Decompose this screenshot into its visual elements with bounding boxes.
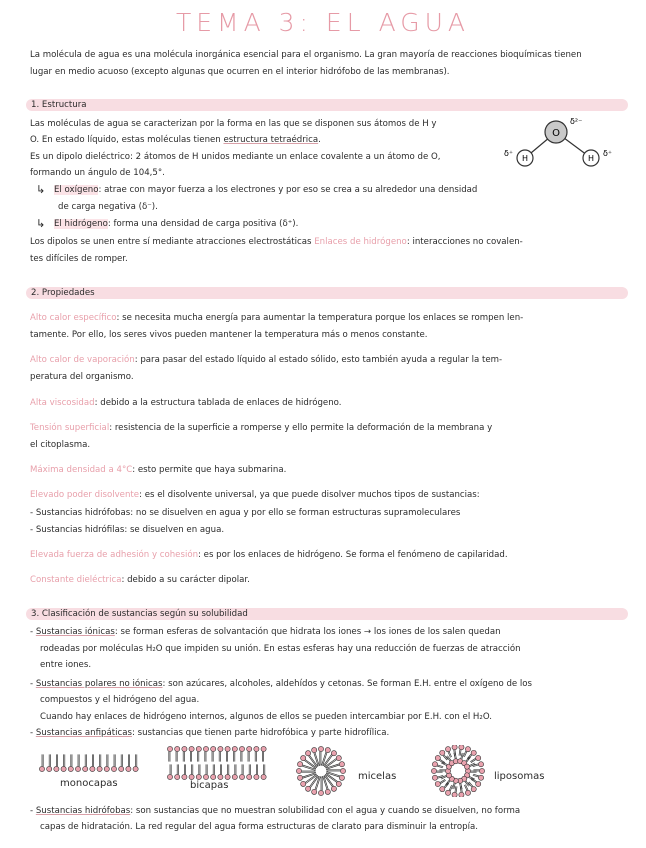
prop-calor-especifico-2: tamente. Por ello, los seres vivos pueden mantener la temperatura más o menos constante.	[30, 330, 428, 340]
micela-drawing	[296, 746, 345, 795]
amphipathic-structures-diagram	[36, 745, 636, 797]
intro-line-2: lugar en medio acuoso (excepto algunas que ocurren en el interior hidrófobo de las membranas).	[30, 67, 450, 77]
delta-positive-label: δ⁺	[504, 149, 514, 158]
prop-densidad: Máxima densidad a 4°C: esto permite que haya submarina.	[30, 465, 287, 475]
delta-negative-label: δ²⁻	[570, 117, 583, 126]
s1-line-8: tes difíciles de romper.	[30, 254, 128, 264]
hydrogen-label: H	[521, 154, 529, 163]
page-title: TEMA 3: EL AGUA	[175, 8, 471, 37]
prop-adhesion: Elevada fuerza de adhesión y cohesión: es por los enlaces de hidrógeno. Se forma el fenómeno de capilaridad.	[30, 550, 508, 560]
prop-calor-vaporacion-2: peratura del organismo.	[30, 372, 134, 382]
s1-line-1: Las moléculas de agua se caracterizan por la forma en las que se disponen sus átomos de H y	[30, 119, 437, 129]
s1-line-7: Los dipolos se unen entre sí mediante atracciones electrostáticas Enlaces de hidrógeno: interacciones no covalen-	[30, 237, 523, 247]
s3-ionicas-3: entre iones.	[40, 660, 92, 670]
arrow-icon: ↳	[36, 183, 46, 196]
label-monocapas: monocapas	[60, 778, 118, 789]
s1-oxygen-line-2: de carga negativa (δ⁻).	[58, 202, 158, 212]
label-micelas: micelas	[358, 771, 397, 782]
s3-polares-2: compuestos y el hidrógeno del agua.	[40, 695, 200, 705]
s3-anfipaticas: - Sustancias anfipáticas: sustancias que tienen parte hidrofóbica y parte hidrofílica.	[30, 728, 390, 738]
s3-ionicas-2: rodeadas por moléculas H₂O que impiden su unión. En estas esferas hay una reducción de fuerzas de atracción	[40, 644, 521, 654]
prop-calor-vaporacion: Alto calor de vaporación: para pasar del estado líquido al estado sólido, esto también ayuda a regular la tem-	[30, 355, 503, 365]
prop-viscosidad: Alta viscosidad: debido a la estructura tablada de enlaces de hidrógeno.	[30, 398, 342, 408]
s3-hidrofobas-2: capas de hidratación. La red regular del agua forma estructuras de clarato para disminuir la entropía.	[40, 822, 478, 832]
label-bicapas: bicapas	[190, 780, 229, 791]
s1-oxygen-line: El oxígeno: atrae con mayor fuerza a los electrones y por eso se crea a su alrededor una densidad	[54, 185, 478, 195]
s1-hydrogen-line: El hidrógeno: forma una densidad de carga positiva (δ⁺).	[54, 219, 299, 229]
prop-tension-2: el citoplasma.	[30, 440, 91, 450]
monocapa-drawing	[39, 754, 138, 771]
prop-disolvente-hidrofobas: - Sustancias hidrófobas: no se disuelven en agua y por ello se forman estructuras supramoleculares	[30, 508, 461, 518]
hydrogen-label: H	[587, 154, 595, 163]
s3-ionicas: - Sustancias iónicas: se forman esferas de solvantación que hidrata los iones → los iones de los salen quedan	[30, 627, 501, 637]
prop-disolvente-hidrofilas: - Sustancias hidrófilas: se disuelven en agua.	[30, 525, 225, 535]
prop-calor-especifico: Alto calor específico: se necesita mucha energía para aumentar la temperatura porque los enlaces se rompen len-	[30, 313, 524, 323]
label-liposomas: liposomas	[494, 771, 545, 782]
liposoma-drawing	[431, 745, 484, 797]
s1-line-3: Es un dipolo dieléctrico: 2 átomos de H unidos mediante un enlace covalente a un átomo de O,	[30, 152, 441, 162]
s1-line-2: O. En estado líquido, estas moléculas tienen estructura tetraédrica.	[30, 135, 321, 145]
intro-line-1: La molécula de agua es una molécula inorgánica esencial para el organismo. La gran mayoría de reacciones bioquímicas tienen	[30, 50, 582, 60]
section-heading-propiedades: 2. Propiedades	[26, 287, 628, 299]
arrow-icon: ↳	[36, 217, 46, 230]
bicapa-drawing	[167, 746, 266, 779]
section-heading-estructura: 1. Estructura	[26, 99, 628, 111]
prop-disolvente: Elevado poder disolvente: es el disolvente universal, ya que puede disolver muchos tipos de sustancias:	[30, 490, 480, 500]
oxygen-label: O	[552, 128, 560, 139]
s1-line-4: formando un ángulo de 104,5°.	[30, 168, 165, 178]
s3-polares: - Sustancias polares no iónicas: son azúcares, alcoholes, aldehídos y cetonas. Se forman E.H. entre el oxígeno de los	[30, 679, 533, 689]
prop-tension: Tensión superficial: resistencia de la superficie a romperse y ello permite la deformación de la membrana y	[30, 423, 493, 433]
section-heading-clasificacion: 3. Clasificación de sustancias según su solubilidad	[26, 608, 628, 620]
s3-polares-3: Cuando hay enlaces de hidrógeno internos, algunos de ellos se pueden intercambiar por E.H. con el H₂O.	[40, 712, 492, 722]
s3-hidrofobas: - Sustancias hidrófobas: son sustancias que no muestran solubilidad con el agua y cuando se disuelven, no forma	[30, 806, 521, 816]
water-molecule-diagram	[500, 110, 618, 172]
delta-positive-label: δ⁺	[603, 149, 613, 158]
prop-dielectrica: Constante dieléctrica: debido a su carácter dipolar.	[30, 575, 250, 585]
